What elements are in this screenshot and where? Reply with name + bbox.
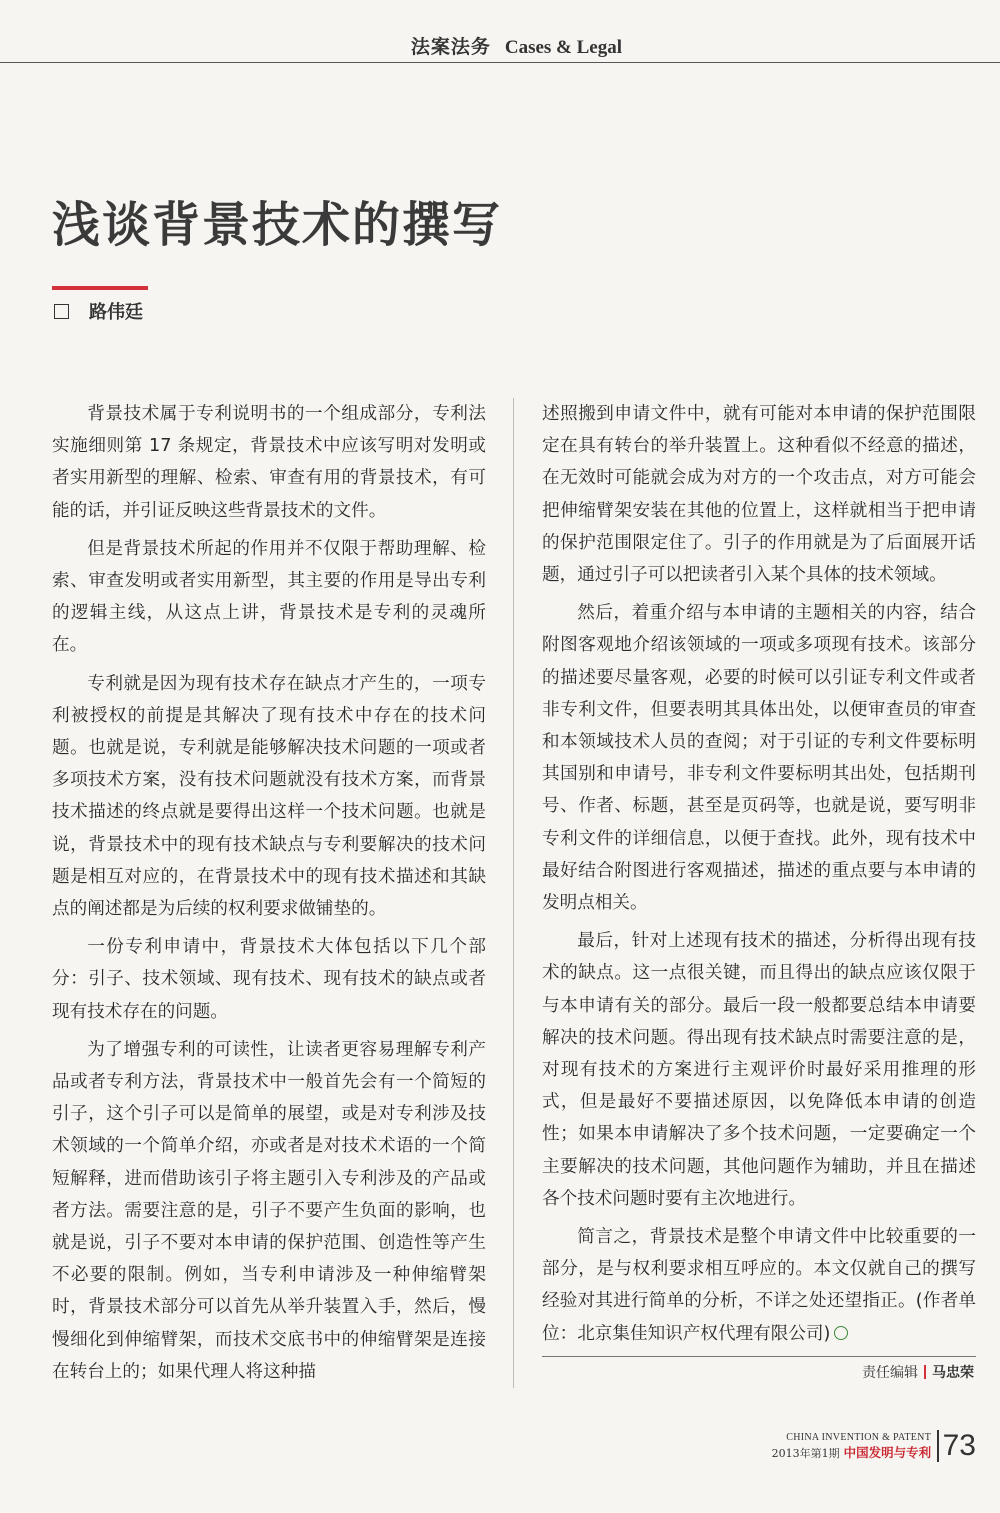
final-paragraph-text: 简言之，背景技术是整个申请文件中比较重要的一部分，是与权利要求相互呼应的。本文仅就自己的撰写经验对其进行简单的分析，不详之处还望指正。(作者单位：北京集佳知识产权代理有限公司) [542, 1227, 976, 1344]
paragraph: 背景技术属于专利说明书的一个组成部分，专利法实施细则第 17 条规定，背景技术中应该写明对发明或者实用新型的理解、检索、审查有用的背景技术，有可能的话，并引证反映这些背景技术的文件。 [52, 404, 486, 521]
square-bullet-icon [54, 304, 69, 319]
editor-label: 责任编辑 [862, 1365, 918, 1381]
editor-separator [924, 1365, 926, 1379]
section-title-en: Cases & Legal [504, 37, 622, 58]
paragraph-final [542, 1221, 976, 1350]
paragraph: 然后，着重介绍与本申请的主题相关的内容，结合附图客观地介绍该领域的一项或多项现有技术。该部分的描述要尽量客观，必要的时候可以引证专利文件或者非专利文件，但要表明其具体出处，以便审查员的审查和本领域技术人员的查阅；对于引证的专利文件要标明其国别和申请号，非专利文件要标明其出处，包括期刊号、作者、标题，甚至是页码等，也就是说，要写明非专利文件的详细信息，以便于查找。此外，现有技术中最好结合附图进行客观描述，描述的重点要与本申请的发明点相关。 [542, 603, 976, 914]
footer-separator [937, 1430, 939, 1462]
section-title-cn: 法案法务 [410, 36, 491, 58]
right-column [542, 398, 976, 1356]
issue-label: 2013年第1期 [771, 1446, 840, 1460]
editor-name: 马忠荣 [932, 1365, 974, 1381]
page-footer [772, 1424, 976, 1468]
byline [54, 298, 143, 324]
paragraph: 为了增强专利的可读性，让读者更容易理解专利产品或者专利方法，背景技术中一般首先会有一个简短的引子，这个引子可以是简单的展望，或是对专利涉及技术领域的一个简单介绍，亦或者是对技术术语的一个简短解释，进而借助该引子将主题引入专利涉及的产品或者方法。需要注意的是，引子不要产生负面的影响，也就是说，引子不要对本申请的保护范围、创造性等产生不必要的限制。例如，当专利申请涉及一种伸缩臂架时，背景技术部分可以首先从举升装置入手，然后，慢慢细化到伸缩臂架，而技术交底书中的伸缩臂架是连接在转台上的；如果代理人将这种描 [52, 1039, 486, 1382]
paragraph: 一份专利申请中，背景技术大体包括以下几个部分：引子、技术领域、现有技术、现有技术的缺点或者现有技术存在的问题。 [52, 937, 486, 1022]
article-title: 浅谈背景技术的撰写 [52, 197, 503, 253]
left-column [52, 398, 486, 1394]
column-divider [513, 398, 514, 1388]
magazine-issue-line [772, 1443, 932, 1461]
title-accent-bar [52, 286, 148, 290]
end-mark-icon [834, 1326, 848, 1340]
magazine-name-cn: 中国发明与专利 [843, 1444, 932, 1460]
section-title [411, 32, 622, 59]
editor-credit [862, 1362, 974, 1382]
paragraph-continuation: 述照搬到申请文件中，就有可能对本申请的保护范围限定在具有转台的举升装置上。这种看似不经意的描述，在无效时可能就会成为对方的一个攻击点，对方可能会把伸缩臂架安装在其他的位置上，这样就相当于把申请的保护范围限定住了。引子的作用就是为了后面展开话题，通过引子可以把读者引入某个具体的技术领域。 [542, 404, 976, 586]
author-name: 路伟廷 [89, 302, 143, 323]
footnote-rule [542, 1356, 976, 1357]
paragraph: 但是背景技术所起的作用并不仅限于帮助理解、检索、审查发明或者实用新型，其主要的作用是导出专利的逻辑主线，从这点上讲，背景技术是专利的灵魂所在。 [52, 538, 486, 656]
magazine-name-en: CHINA INVENTION & PATENT [786, 1431, 932, 1443]
magazine-info [772, 1432, 932, 1461]
page-header [0, 28, 1000, 63]
paragraph: 专利就是因为现有技术存在缺点才产生的，一项专利被授权的前提是其解决了现有技术中存在的技术问题。也就是说，专利就是能够解决技术问题的一项或者多项技术方案，没有技术问题就没有技术方案，而背景技术描述的终点就是要得出这样一个技术问题。也就是说，背景技术中的现有技术缺点与专利要解决的技术问题是相互对应的，在背景技术中的现有技术描述和其缺点的阐述都是为后续的权利要求做铺垫的。 [52, 673, 486, 920]
page-number: 73 [942, 1429, 976, 1462]
paragraph: 最后，针对上述现有技术的描述，分析得出现有技术的缺点。这一点很关键，而且得出的缺点应该仅限于与本申请有关的部分。最后一段一般都要总结本申请要解决的技术问题。得出现有技术缺点时需要注意的是，对现有技术的方案进行主观评价时最好采用推理的形式，但是最好不要描述原因，以免降低本申请的创造性；如果本申请解决了多个技术问题，一定要确定一个主要解决的技术问题，其他问题作为辅助，并且在描述各个技术问题时要有主次地进行。 [542, 931, 976, 1209]
